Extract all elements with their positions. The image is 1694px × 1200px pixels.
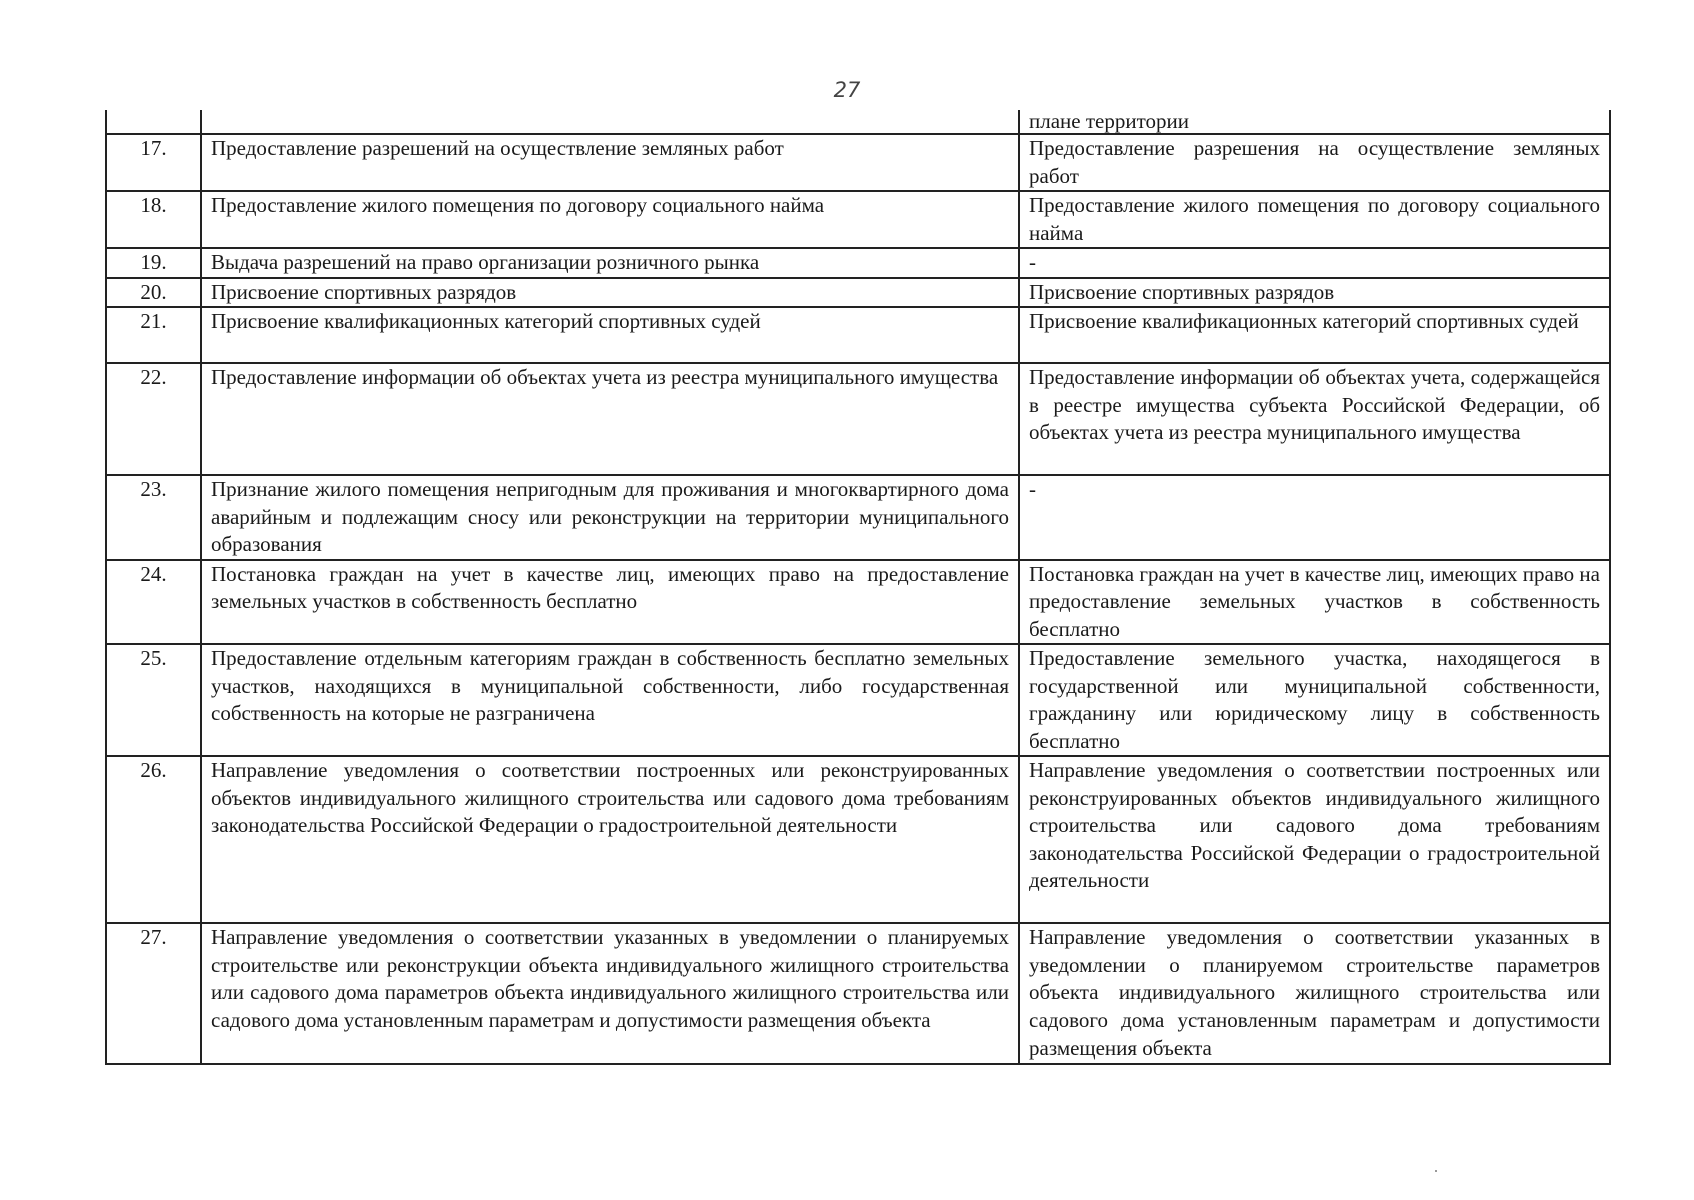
regional-service-cell: - [1019,475,1610,560]
row-number-cell: 24. [106,560,201,645]
service-name-cell: Выдача разрешений на право организации розничного рынка [201,248,1019,278]
service-name-cell [201,110,1019,134]
service-name-cell: Предоставление информации об объектах учета из реестра муниципального имущества [201,363,1019,475]
services-table [105,110,1611,1065]
regional-service-cell: Присвоение квалификационных категорий спортивных судей [1019,307,1610,363]
row-number-cell: 27. [106,923,201,1064]
table-row [106,134,1610,191]
service-name-cell: Предоставление разрешений на осуществление земляных работ [201,134,1019,191]
table-row [106,756,1610,923]
row-number-cell [106,110,201,134]
regional-service-cell: Направление уведомления о соответствии построенных или реконструированных объектов индивидуального жилищного строительства или садового дома требованиям законодательства Российской Федерации о градостроительной деятельности [1019,756,1610,923]
row-number-cell: 21. [106,307,201,363]
regional-service-cell: плане территории [1019,110,1610,134]
regional-service-cell: - [1019,248,1610,278]
row-number-cell: 18. [106,191,201,248]
regional-service-cell: Присвоение спортивных разрядов [1019,278,1610,308]
row-number-cell: 20. [106,278,201,308]
regional-service-cell: Направление уведомления о соответствии указанных в уведомлении о планируемом строительстве параметров объекта индивидуального жилищного строительства или садового дома установленным параметрам и допустимости размещения объекта [1019,923,1610,1064]
table-body [106,110,1610,1064]
row-number-cell: 23. [106,475,201,560]
regional-service-cell: Предоставление жилого помещения по договору социального найма [1019,191,1610,248]
regional-service-cell: Постановка граждан на учет в качестве лиц, имеющих право на предоставление земельных участков в собственность бесплатно [1019,560,1610,645]
table-row [106,644,1610,756]
page-number: 27 [833,78,861,102]
table-row [106,191,1610,248]
table-row [106,307,1610,363]
service-name-cell: Постановка граждан на учет в качестве лиц, имеющих право на предоставление земельных участков в собственность бесплатно [201,560,1019,645]
row-number-cell: 25. [106,644,201,756]
table-row [106,363,1610,475]
table-row [106,560,1610,645]
row-number-cell: 26. [106,756,201,923]
service-name-cell: Направление уведомления о соответствии указанных в уведомлении о планируемых строительстве или реконструкции объекта индивидуального жилищного строительства или садового дома параметров объекта индивидуального жилищного строительства или садового дома установленным параметрам и допустимости размещения объекта [201,923,1019,1064]
service-name-cell: Присвоение квалификационных категорий спортивных судей [201,307,1019,363]
table-row [106,248,1610,278]
table-row [106,923,1610,1064]
row-number-cell: 22. [106,363,201,475]
service-name-cell: Направление уведомления о соответствии построенных или реконструированных объектов индивидуального жилищного строительства или садового дома требованиям законодательства Российской Федерации о градостроительной деятельности [201,756,1019,923]
service-name-cell: Признание жилого помещения непригодным для проживания и многоквартирного дома аварийным и подлежащим сносу или реконструкции на территории муниципального образования [201,475,1019,560]
table-row [106,278,1610,308]
table-row-continuation [106,110,1610,134]
row-number-cell: 17. [106,134,201,191]
regional-service-cell: Предоставление информации об объектах учета, содержащейся в реестре имущества субъекта Российской Федерации, об объектах учета из реестра муниципального имущества [1019,363,1610,475]
regional-service-cell: Предоставление разрешения на осуществление земляных работ [1019,134,1610,191]
scan-speck [1435,1170,1437,1172]
table-row [106,475,1610,560]
row-number-cell: 19. [106,248,201,278]
regional-service-cell: Предоставление земельного участка, находящегося в государственной или муниципальной собственности, гражданину или юридическому лицу в собственность бесплатно [1019,644,1610,756]
service-name-cell: Предоставление отдельным категориям граждан в собственность бесплатно земельных участков, находящихся в муниципальной собственности, либо государственная собственность на которые не разграничена [201,644,1019,756]
service-name-cell: Присвоение спортивных разрядов [201,278,1019,308]
service-name-cell: Предоставление жилого помещения по договору социального найма [201,191,1019,248]
